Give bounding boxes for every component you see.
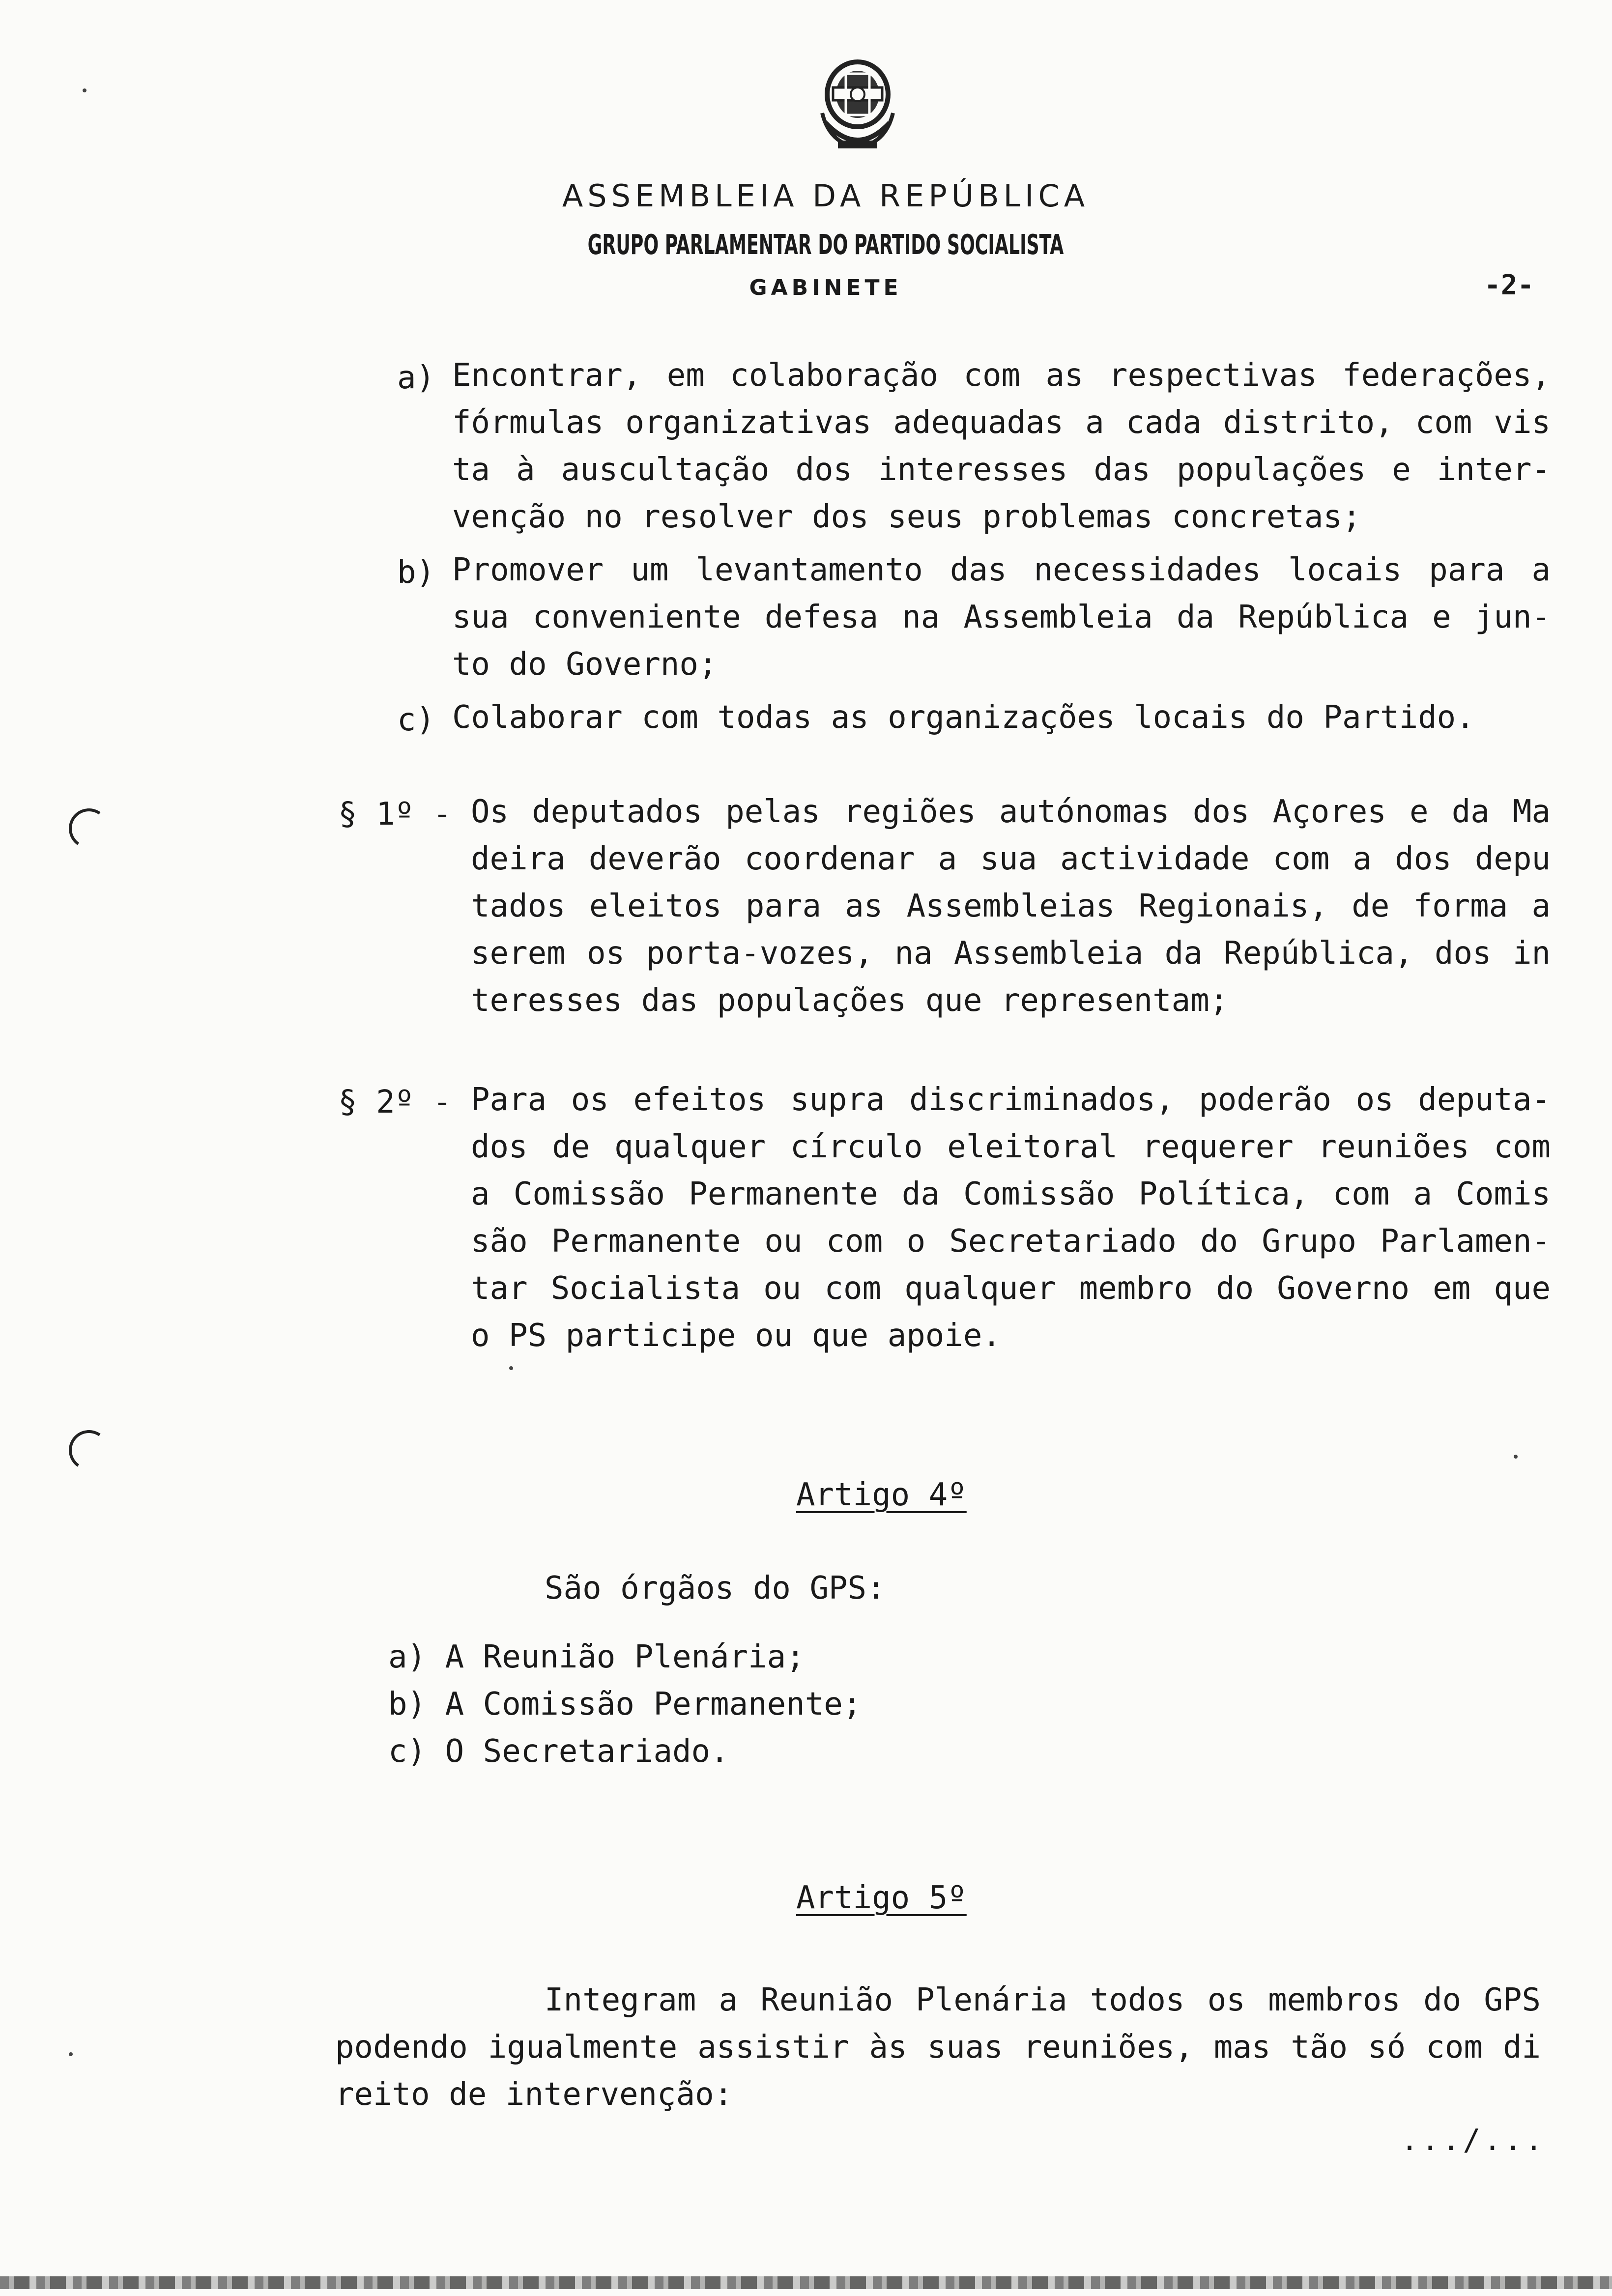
list-item: a) A Reunião Plenária; xyxy=(388,1639,805,1675)
list-item: c) O Secretariado. xyxy=(388,1733,729,1770)
list-marker: b) xyxy=(397,554,435,591)
list-item-line: Promover um levantamento das necessidades locais para a xyxy=(452,552,1551,588)
scan-speck xyxy=(83,88,86,92)
paragraph-line: serem os porta-vozes, na Assembleia da República, dos in xyxy=(471,935,1551,972)
paragraph-line: Os deputados pelas regiões autónomas dos Açores e da Ma xyxy=(471,794,1551,830)
list-item: b) A Comissão Permanente; xyxy=(388,1686,862,1722)
group-subtitle: GRUPO PARLAMENTAR DO PARTIDO SOCIALISTA xyxy=(587,229,1064,261)
scan-speck xyxy=(69,2052,73,2056)
list-item-line: sua conveniente defesa na Assembleia da República e jun- xyxy=(452,599,1551,635)
page-number: -2- xyxy=(1484,269,1534,301)
list-item-line: ta à auscultação dos interesses das populações e inter- xyxy=(452,452,1551,488)
paragraph-line: teresses das populações que representam; xyxy=(471,982,1229,1019)
paragraph-line: Para os efeitos supra discriminados, poderão os deputa- xyxy=(471,1082,1551,1118)
list-item-line: to do Governo; xyxy=(452,646,718,683)
continuation-mark: .../... xyxy=(1401,2123,1546,2157)
coat-of-arms-icon xyxy=(808,54,907,157)
article-line: reito de intervenção: xyxy=(335,2076,733,2113)
scan-edge xyxy=(0,2276,1612,2289)
scan-speck xyxy=(1514,1455,1518,1459)
list-marker: a) xyxy=(397,360,435,396)
article-heading: Artigo 4º xyxy=(796,1477,967,1513)
scan-speck xyxy=(509,1366,513,1370)
list-item-line: venção no resolver dos seus problemas concretas; xyxy=(452,499,1361,535)
article-line: podendo igualmente assistir às suas reuniões, mas tão só com di xyxy=(335,2029,1541,2066)
paragraph-marker: § 2º - xyxy=(338,1084,452,1120)
article-intro: São órgãos do GPS: xyxy=(545,1570,886,1607)
paragraph-line: são Permanente ou com o Secretariado do Grupo Parlamen- xyxy=(471,1223,1551,1260)
paragraph-line: a Comissão Permanente da Comissão Política, com a Comis xyxy=(471,1176,1551,1212)
paragraph-line: dos de qualquer círculo eleitoral requerer reuniões com xyxy=(471,1129,1551,1165)
article-heading: Artigo 5º xyxy=(796,1880,967,1916)
paragraph-marker: § 1º - xyxy=(338,796,452,832)
institution-title: ASSEMBLEIA DA REPÚBLICA xyxy=(562,178,1090,214)
list-item-line: Encontrar, em colaboração com as respectivas federações, xyxy=(452,357,1551,394)
paragraph-line: tar Socialista ou com qualquer membro do Governo em que xyxy=(471,1270,1551,1307)
paragraph-line: deira deverão coordenar a sua actividade com a dos depu xyxy=(471,841,1551,877)
article-line: Integram a Reunião Plenária todos os membros do GPS xyxy=(545,1982,1541,2018)
list-item-line: Colaborar com todas as organizações locais do Partido. xyxy=(452,699,1475,736)
list-marker: c) xyxy=(397,702,435,738)
binder-hole-icon xyxy=(66,805,113,852)
paragraph-line: tados eleitos para as Assembleias Regionais, de forma a xyxy=(471,888,1551,924)
paragraph-line: o PS participe ou que apoie. xyxy=(471,1318,1001,1354)
binder-hole-icon xyxy=(66,1427,113,1474)
office-label: GABINETE xyxy=(749,275,902,300)
list-item-line: fórmulas organizativas adequadas a cada distrito, com vis xyxy=(452,404,1551,441)
